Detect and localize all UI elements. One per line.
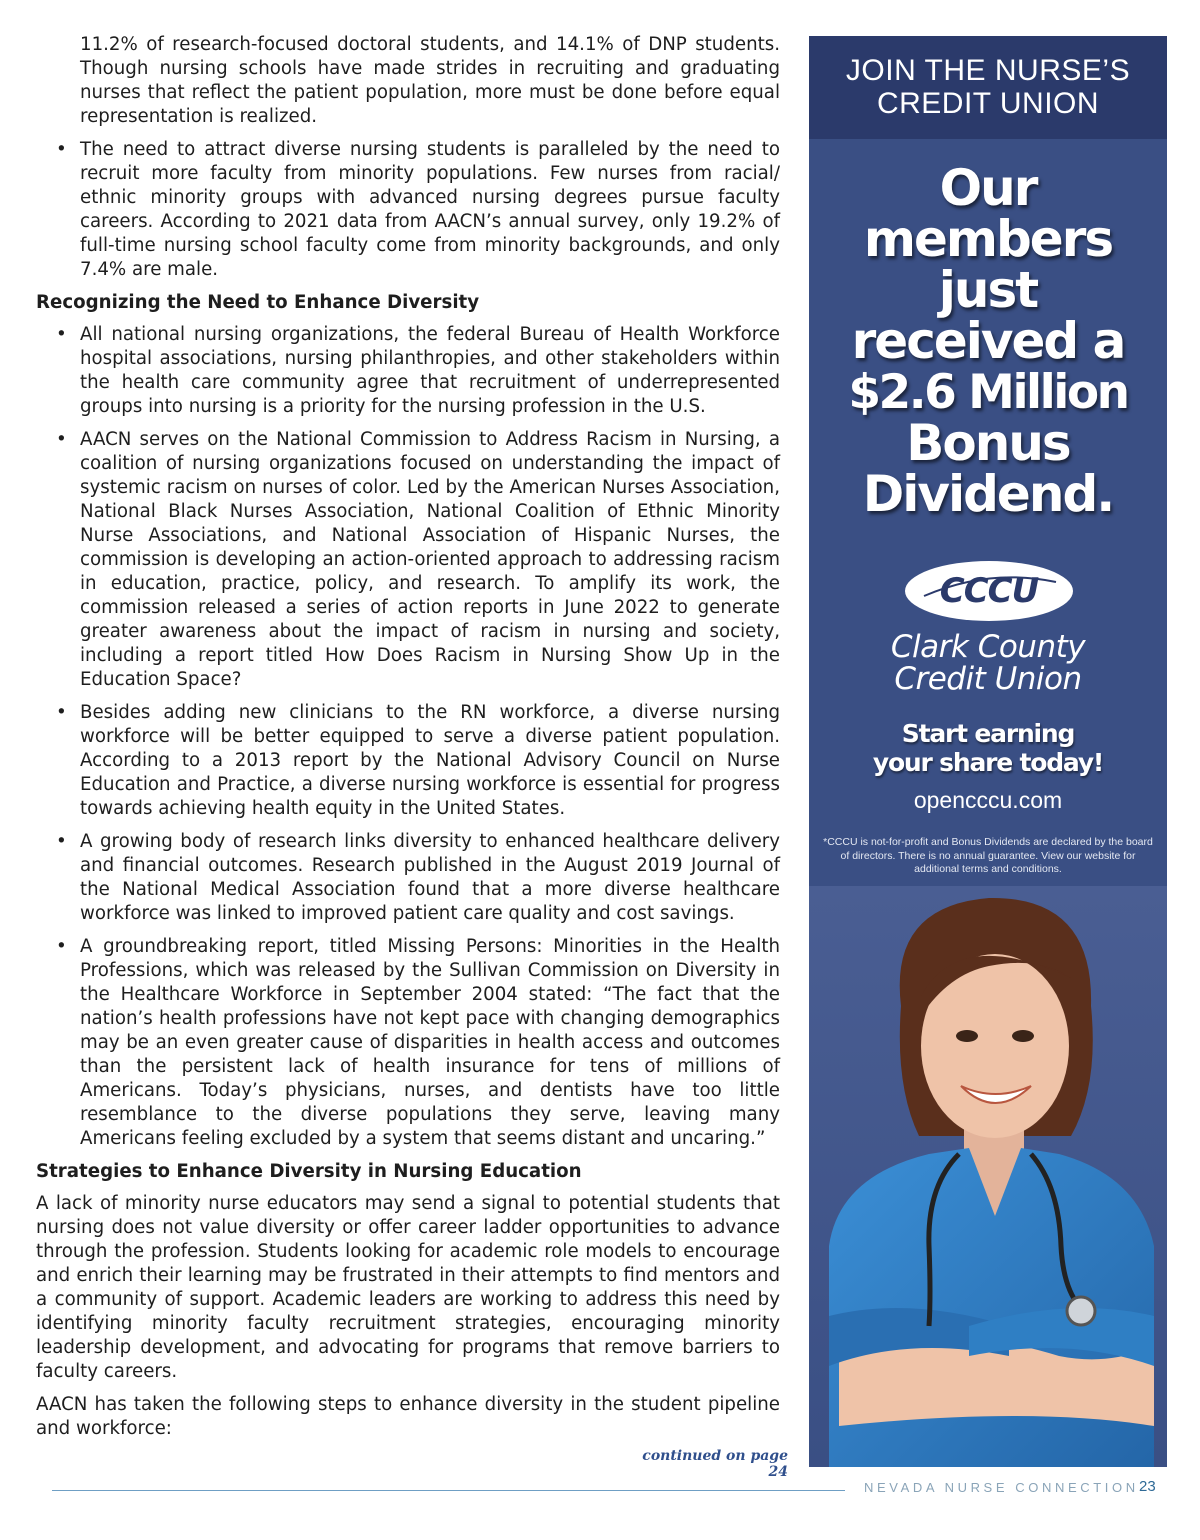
bullet-list-continued xyxy=(36,33,780,282)
ad-headline-line: Dividend. xyxy=(862,465,1114,523)
ad-website-link[interactable]: opencccu.com xyxy=(913,787,1063,813)
ad-brand-line: Credit Union xyxy=(894,661,1082,697)
list-item: • A groundbreaking report, titled Missing Persons: Minorities in the Health Professions, which was released by the Sullivan Commission on Diversity in the Healthcare Workforce in September 2004 stated: “The fact that the nation’s health professions have not kept pace with changing demographics may be an even greater cause of disparities in health access and outcomes than the persistent lack of health insurance for tens of millions of Americans. Today’s physicians, nurses, and dentists have too little resemblance to the diverse populations they serve, leaving many Americans feeling excluded by a system that seems distant and uncaring.” xyxy=(36,935,780,1151)
ad-brand-name xyxy=(809,631,1167,695)
page-number: 23 xyxy=(1139,1478,1156,1495)
bullet-list-recognizing xyxy=(36,323,780,1151)
section-heading-strategies: Strategies to Enhance Diversity in Nursing Education xyxy=(36,1161,582,1182)
ad-banner-text xyxy=(809,54,1167,120)
list-item: • The need to attract diverse nursing students is paralleled by the need to recruit more faculty from minority populations. Few nurses from racial/ ethnic minority groups with advanced nursing degrees pursue faculty careers. According to 2021 data from AACN’s annual survey, only 19.2% of full-time nursing school faculty come from minority backgrounds, and only 7.4% are male. xyxy=(36,138,780,282)
footer-divider xyxy=(52,1490,845,1491)
cccu-logo xyxy=(904,560,1074,622)
list-item: • AACN serves on the National Commission to Address Racism in Nursing, a coalition of nursing organizations focused on understanding the impact of systemic racism on nurses of color. Led by the American Nurses Association, National Black Nurses Association, National Coalition of Ethnic Minority Nurse Associations, and National Association of Hispanic Nurses, the commission is developing an action-oriented approach to addressing racism in education, practice, policy, and research. To amplify its work, the commission released a series of action reports in June 2022 to generate greater awareness about the impact of racism in nursing and society, including a report titled How Does Racism in Nursing Show Up in the Education Space? xyxy=(36,428,780,692)
ad-disclaimer: *CCCU is not-for-profit and Bonus Dividends are declared by the board of directors. There is no annual guarantee. View our website for additional terms and conditions. xyxy=(823,836,1153,875)
ad-headline-line: $2.6 Million xyxy=(848,365,1128,420)
ad-cta-line: Start earning xyxy=(901,719,1075,748)
publication-name: NEVADA NURSE CONNECTION xyxy=(864,1480,1139,1495)
ad-headline xyxy=(809,159,1167,523)
continued-notice: continued on page 24 xyxy=(642,1448,788,1480)
ad-cta-line: your share today! xyxy=(872,748,1104,777)
section-heading-recognizing: Recognizing the Need to Enhance Diversity xyxy=(36,292,480,313)
ad-brand-line: Clark County xyxy=(890,629,1086,665)
body-paragraph: A lack of minority nurse educators may send a signal to potential students that nursing does not value diversity or offer career ladder opportunities to advance through the profession. Students looking for academic role models to encourage and enrich their learning may be frustrated in their attempts to find mentors and a community of support. Academic leaders are working to address this need by identifying minority faculty recruitment strategies, encouraging minority leadership development, and advocating for programs that remove barriers to faculty careers. xyxy=(36,1193,780,1382)
ad-banner-line: JOIN THE NURSE’S xyxy=(845,54,1131,87)
body-paragraph: AACN has taken the following steps to enhance diversity in the student pipeline and workforce: xyxy=(36,1394,780,1439)
ad-headline-line: just xyxy=(938,261,1038,319)
list-item: • A growing body of research links diversity to enhanced healthcare delivery and financial outcomes. Research published in the August 2019 Journal of the National Medical Association found that a more diverse healthcare workforce was linked to improved patient care quality and cost savings. xyxy=(36,830,780,926)
ad-banner-line: CREDIT UNION xyxy=(876,87,1100,120)
ad-headline-line: Our xyxy=(939,159,1037,217)
credit-union-advertisement xyxy=(809,36,1167,1467)
cccu-logo-text: CCCU xyxy=(939,571,1039,611)
ad-call-to-action xyxy=(809,719,1167,777)
ad-headline-line: members xyxy=(863,210,1113,268)
ad-headline-line: received a xyxy=(851,312,1125,370)
ad-headline-line: Bonus xyxy=(906,414,1070,472)
list-item: • Besides adding new clinicians to the RN workforce, a diverse nursing workforce will be better equipped to serve a diverse patient population. According to a 2013 report by the National Advisory Council on Nurse Education and Practice, a diverse nursing workforce is essential for progress towards achieving health equity in the United States. xyxy=(36,701,780,821)
article-column xyxy=(36,33,780,1450)
list-item: • All national nursing organizations, the federal Bureau of Health Workforce hospital associations, nursing philanthropies, and other stakeholders within the health care community agree that recruitment of underrepresented groups into nursing is a priority for the nursing profession in the U.S. xyxy=(36,323,780,419)
list-item-continued: 11.2% of research-focused doctoral students, and 14.1% of DNP students. Though nursing schools have made strides in recruiting and graduating nurses that reflect the patient population, more must be done before equal representation is realized. xyxy=(80,34,780,127)
nurse-photo xyxy=(809,886,1167,1467)
